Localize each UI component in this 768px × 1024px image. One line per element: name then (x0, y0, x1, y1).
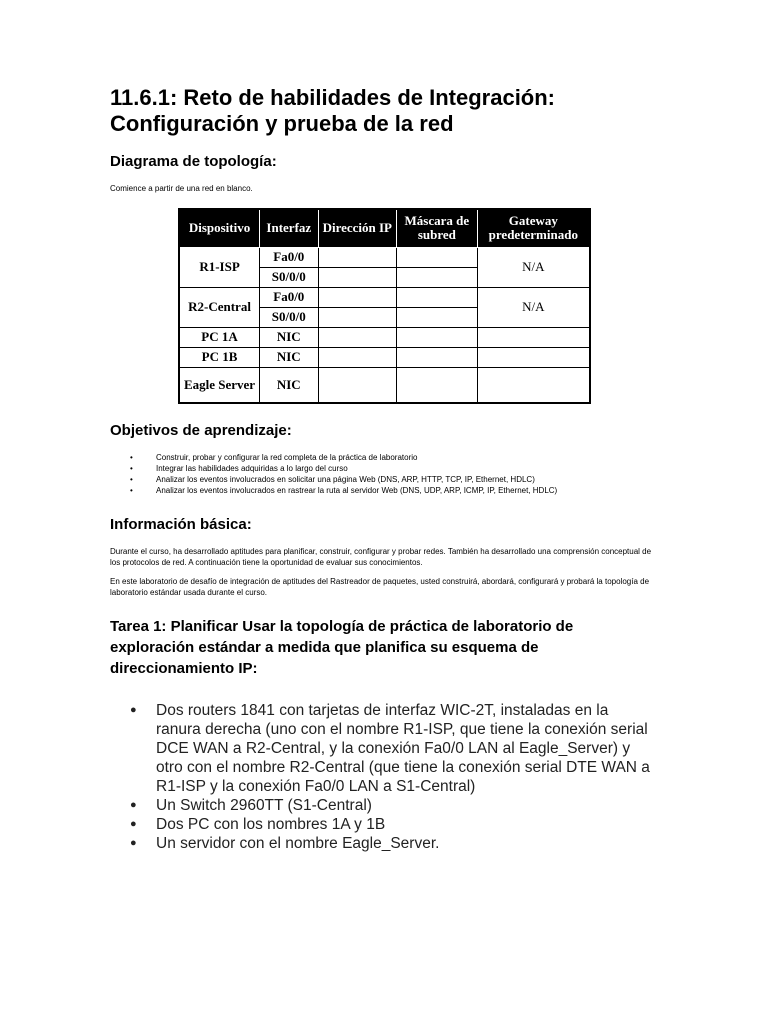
background-heading: Información básica: (110, 516, 252, 533)
cell-gateway: N/A (477, 247, 590, 287)
background-paragraph-2: En este laboratorio de desafío de integración de aptitudes del Rastreador de paquetes, usted construirá, abordará, configurará y probará la topología de laboratorio estándar usada durante el curso. (110, 577, 650, 597)
page-title (110, 85, 655, 137)
cell-interface: S0/0/0 (260, 267, 318, 287)
page-title-line2: Configuración y prueba de la red (110, 111, 454, 136)
topology-note: Comience a partir de una red en blanco. (110, 184, 253, 193)
table-row (179, 287, 590, 307)
list-item: • Construir, probar y configurar la red completa de la práctica de laboratorio (110, 452, 655, 463)
cell-interface: NIC (260, 327, 318, 347)
header-ip: Dirección IP (318, 209, 397, 247)
cell-mask (397, 347, 478, 367)
list-item: ● Un servidor con el nombre Eagle_Server. (110, 834, 655, 853)
cell-mask (397, 267, 478, 287)
list-item: ● Un Switch 2960TT (S1-Central) (110, 796, 655, 815)
table-row (179, 327, 590, 347)
cell-gateway (477, 367, 590, 403)
cell-interface: NIC (260, 347, 318, 367)
cell-ip (318, 347, 397, 367)
objectives-heading: Objetivos de aprendizaje: (110, 422, 292, 439)
table-row (179, 367, 590, 403)
list-item: • Integrar las habilidades adquiridas a lo largo del curso (110, 463, 655, 474)
page-title-line1: 11.6.1: Reto de habilidades de Integración: (110, 85, 556, 110)
cell-ip (318, 287, 397, 307)
topology-heading: Diagrama de topología: (110, 153, 277, 170)
list-item: • Analizar los eventos involucrados en solicitar una página Web (DNS, ARP, HTTP, TCP, IP, Ethernet, HDLC) (110, 474, 655, 485)
cell-ip (318, 247, 397, 267)
task1-list (110, 701, 655, 853)
header-gateway: Gateway predeterminado (477, 209, 590, 247)
cell-interface: S0/0/0 (260, 307, 318, 327)
header-interface: Interfaz (260, 209, 318, 247)
list-item: ● Dos routers 1841 con tarjetas de interfaz WIC-2T, instaladas en la ranura derecha (uno con el nombre R1-ISP, que tiene la conexión serial DCE WAN a R2-Central, y la conexión Fa0/0 LAN al Eagle_Server) y otro con el nombre R2-Central (que tiene la conexión serial DTE WAN a R1-ISP y la conexión Fa0/0 LAN a S1-Central) (110, 701, 655, 796)
cell-device: Eagle Server (179, 367, 260, 403)
cell-gateway: N/A (477, 287, 590, 327)
cell-ip (318, 327, 397, 347)
background-paragraph-1: Durante el curso, ha desarrollado aptitudes para planificar, construir, configurar y probar redes. También ha desarrollado una comprensión conceptual de los protocolos de red. A continuación tiene la oportunidad de evaluar sus conocimientos. (110, 547, 652, 567)
cell-device: R1-ISP (179, 247, 260, 287)
cell-ip (318, 267, 397, 287)
cell-ip (318, 367, 397, 403)
cell-device: R2-Central (179, 287, 260, 327)
document-page (110, 85, 655, 853)
list-item: ● Dos PC con los nombres 1A y 1B (110, 815, 655, 834)
header-device: Dispositivo (179, 209, 260, 247)
table-header-row (179, 209, 590, 247)
table-row (179, 247, 590, 267)
cell-mask (397, 307, 478, 327)
list-item: • Analizar los eventos involucrados en rastrear la ruta al servidor Web (DNS, UDP, ARP, ICMP, IP, Ethernet, HDLC) (110, 485, 655, 496)
cell-mask (397, 287, 478, 307)
cell-mask (397, 327, 478, 347)
cell-ip (318, 307, 397, 327)
cell-interface: Fa0/0 (260, 287, 318, 307)
table-row (179, 347, 590, 367)
cell-mask (397, 247, 478, 267)
task1-heading: Tarea 1: Planificar Usar la topología de práctica de laboratorio de exploración estándar a medida que planifica su esquema de direccionamiento IP: (110, 618, 574, 677)
cell-device: PC 1A (179, 327, 260, 347)
cell-mask (397, 367, 478, 403)
cell-gateway (477, 347, 590, 367)
addressing-table (178, 208, 591, 404)
cell-interface: NIC (260, 367, 318, 403)
header-mask: Máscara de subred (397, 209, 478, 247)
objectives-list (110, 452, 655, 496)
cell-device: PC 1B (179, 347, 260, 367)
cell-interface: Fa0/0 (260, 247, 318, 267)
cell-gateway (477, 327, 590, 347)
